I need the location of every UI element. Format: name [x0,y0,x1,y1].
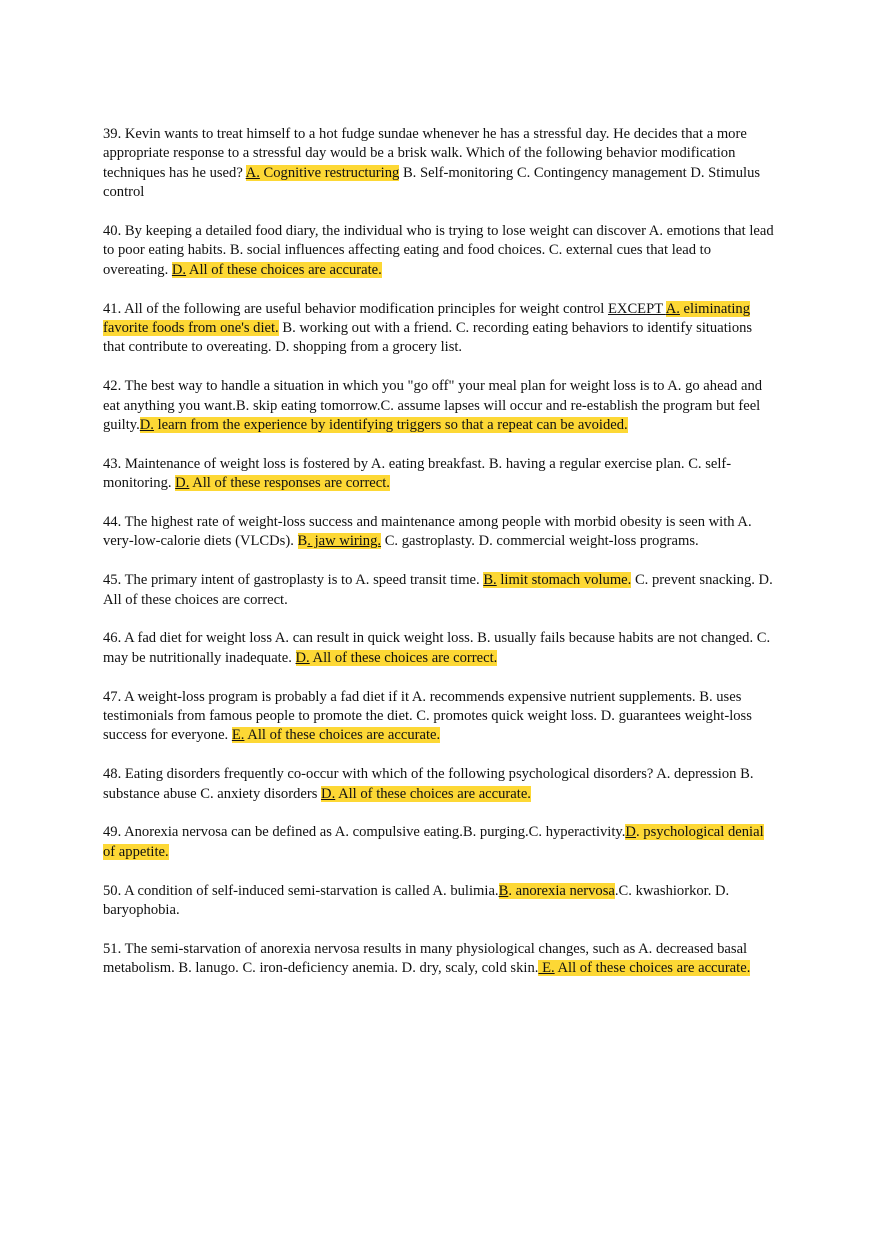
answer-letter: D. [321,785,336,802]
highlighted-answer [175,475,390,491]
answer-letter: B. [483,572,497,589]
question-text: 43. Maintenance of weight loss is fostered by A. eating breakfast. B. having a regular exercise plan. C. self-monitoring. [103,455,732,492]
question-text: 39. Kevin wants to treat himself to a hot fudge sundae whenever he has a stressful day. He decides that a more appropriate response to a stressful day would be a brisk walk. Which of the following behavior modification techniques has he used? [103,126,747,181]
except-keyword: EXCEPT [607,300,666,317]
question-46 [103,629,775,668]
answer-text: . psychological denial of appetite. [103,824,764,860]
answer-text: limit stomach volume. [496,572,632,589]
question-45 [103,571,775,610]
answer-letter: A. [245,164,260,181]
answer-text: All of these choices are accurate. [244,727,441,744]
answer-letter: E. [231,727,245,744]
answer-text: All of these responses are correct. [189,475,390,492]
question-44 [103,513,775,552]
answer-text: All of these choices are accurate. [335,785,531,802]
question-text: 45. The primary intent of gastroplasty is to A. speed transit time. [103,572,484,589]
question-50 [103,882,775,921]
answer-letter: E. [538,960,555,977]
answer-text: Cognitive restructuring [259,164,400,181]
question-51 [103,940,775,979]
question-49 [103,823,775,862]
question-text: 49. Anorexia nervosa can be defined as A. compulsive eating.B. purging.C. hyperactivity. [103,824,626,841]
question-41 [103,300,775,358]
answer-letter: D. [295,649,310,666]
question-42 [103,377,775,435]
highlighted-answer [246,165,400,181]
question-text: 41. All of the following are useful behavior modification principles for weight control [103,300,608,317]
question-choices: C. gastroplasty. D. commercial weight-loss programs. [381,533,699,550]
highlighted-answer [499,883,615,899]
answer-letter: A. [665,300,680,317]
question-choices: .C. kwashiorkor. D. baryophobia. [103,882,730,919]
highlighted-answer [483,572,631,588]
question-text: 40. By keeping a detailed food diary, the individual who is trying to lose weight can discover A. emotions that lead to poor eating habits. B. social influences affecting eating and food choices. C. external cues that lead to overeating. [103,223,774,278]
highlighted-answer [140,417,628,433]
question-39 [103,125,775,203]
highlighted-answer [172,262,382,278]
highlighted-answer [298,533,382,549]
question-text: 47. A weight-loss program is probably a fad diet if it A. recommends expensive nutrient supplements. B. uses testimonials from famous people to promote the diet. C. promotes quick weight loss. D. guarantees weight-loss success for everyone. [103,688,752,744]
highlighted-answer [232,727,440,743]
answer-text: All of these choices are correct. [309,649,498,666]
question-text: 42. The best way to handle a situation in which you "go off" your meal plan for weight loss is to A. go ahead and eat anything you want.B. skip eating tomorrow.C. assume lapses will occur and re-establish the program but feel guilty. [103,378,763,434]
answer-text: . jaw wiring. [307,533,382,550]
highlighted-answer [296,650,498,666]
answer-letter: D [625,824,636,841]
question-43 [103,455,775,494]
question-text: 46. A fad diet for weight loss A. can result in quick weight loss. B. usually fails because habits are not changed. C. may be nutritionally inadequate. [103,630,771,666]
question-list [103,125,775,998]
question-text: 50. A condition of self-induced semi-starvation is called A. bulimia. [103,882,499,899]
answer-letter: D. [171,261,187,278]
answer-text: learn from the experience by identifying triggers so that a repeat can be avoided. [153,417,628,434]
question-text: 48. Eating disorders frequently co-occur with which of the following psychological disorders? A. depression B. substance abuse C. anxiety disorders [103,766,754,802]
question-choices: B. Self-monitoring C. Contingency management D. Stimulus control [103,164,761,201]
question-text: 44. The highest rate of weight-loss success and maintenance among people with morbid obesity is seen with A. very-low-calorie diets (VLCDs). [103,514,752,550]
question-text: 51. The semi-starvation of anorexia nervosa results in many physiological changes, such as A. decreased basal metabolism. B. lanugo. C. iron-deficiency anemia. D. dry, scaly, cold skin. [103,940,748,977]
question-47 [103,688,775,746]
answer-text: All of these choices are accurate. [554,960,751,977]
answer-text: . anorexia nervosa [508,882,615,899]
answer-letter: D. [175,475,190,492]
answer-text: eliminating favorite foods from one's diet. [103,300,751,337]
answer-letter: D. [139,417,154,434]
question-choices: C. prevent snacking. D. All of these choices are correct. [103,572,773,608]
question-48 [103,765,775,804]
question-choices: B. working out with a friend. C. recording eating behaviors to identify situations that contribute to overeating. D. shopping from a grocery list. [103,320,753,356]
answer-letter: B [297,533,308,550]
highlighted-answer [538,960,750,976]
question-40 [103,222,775,280]
answer-letter: B [498,882,509,899]
highlighted-answer [321,786,531,802]
answer-text: All of these choices are accurate. [186,261,382,278]
